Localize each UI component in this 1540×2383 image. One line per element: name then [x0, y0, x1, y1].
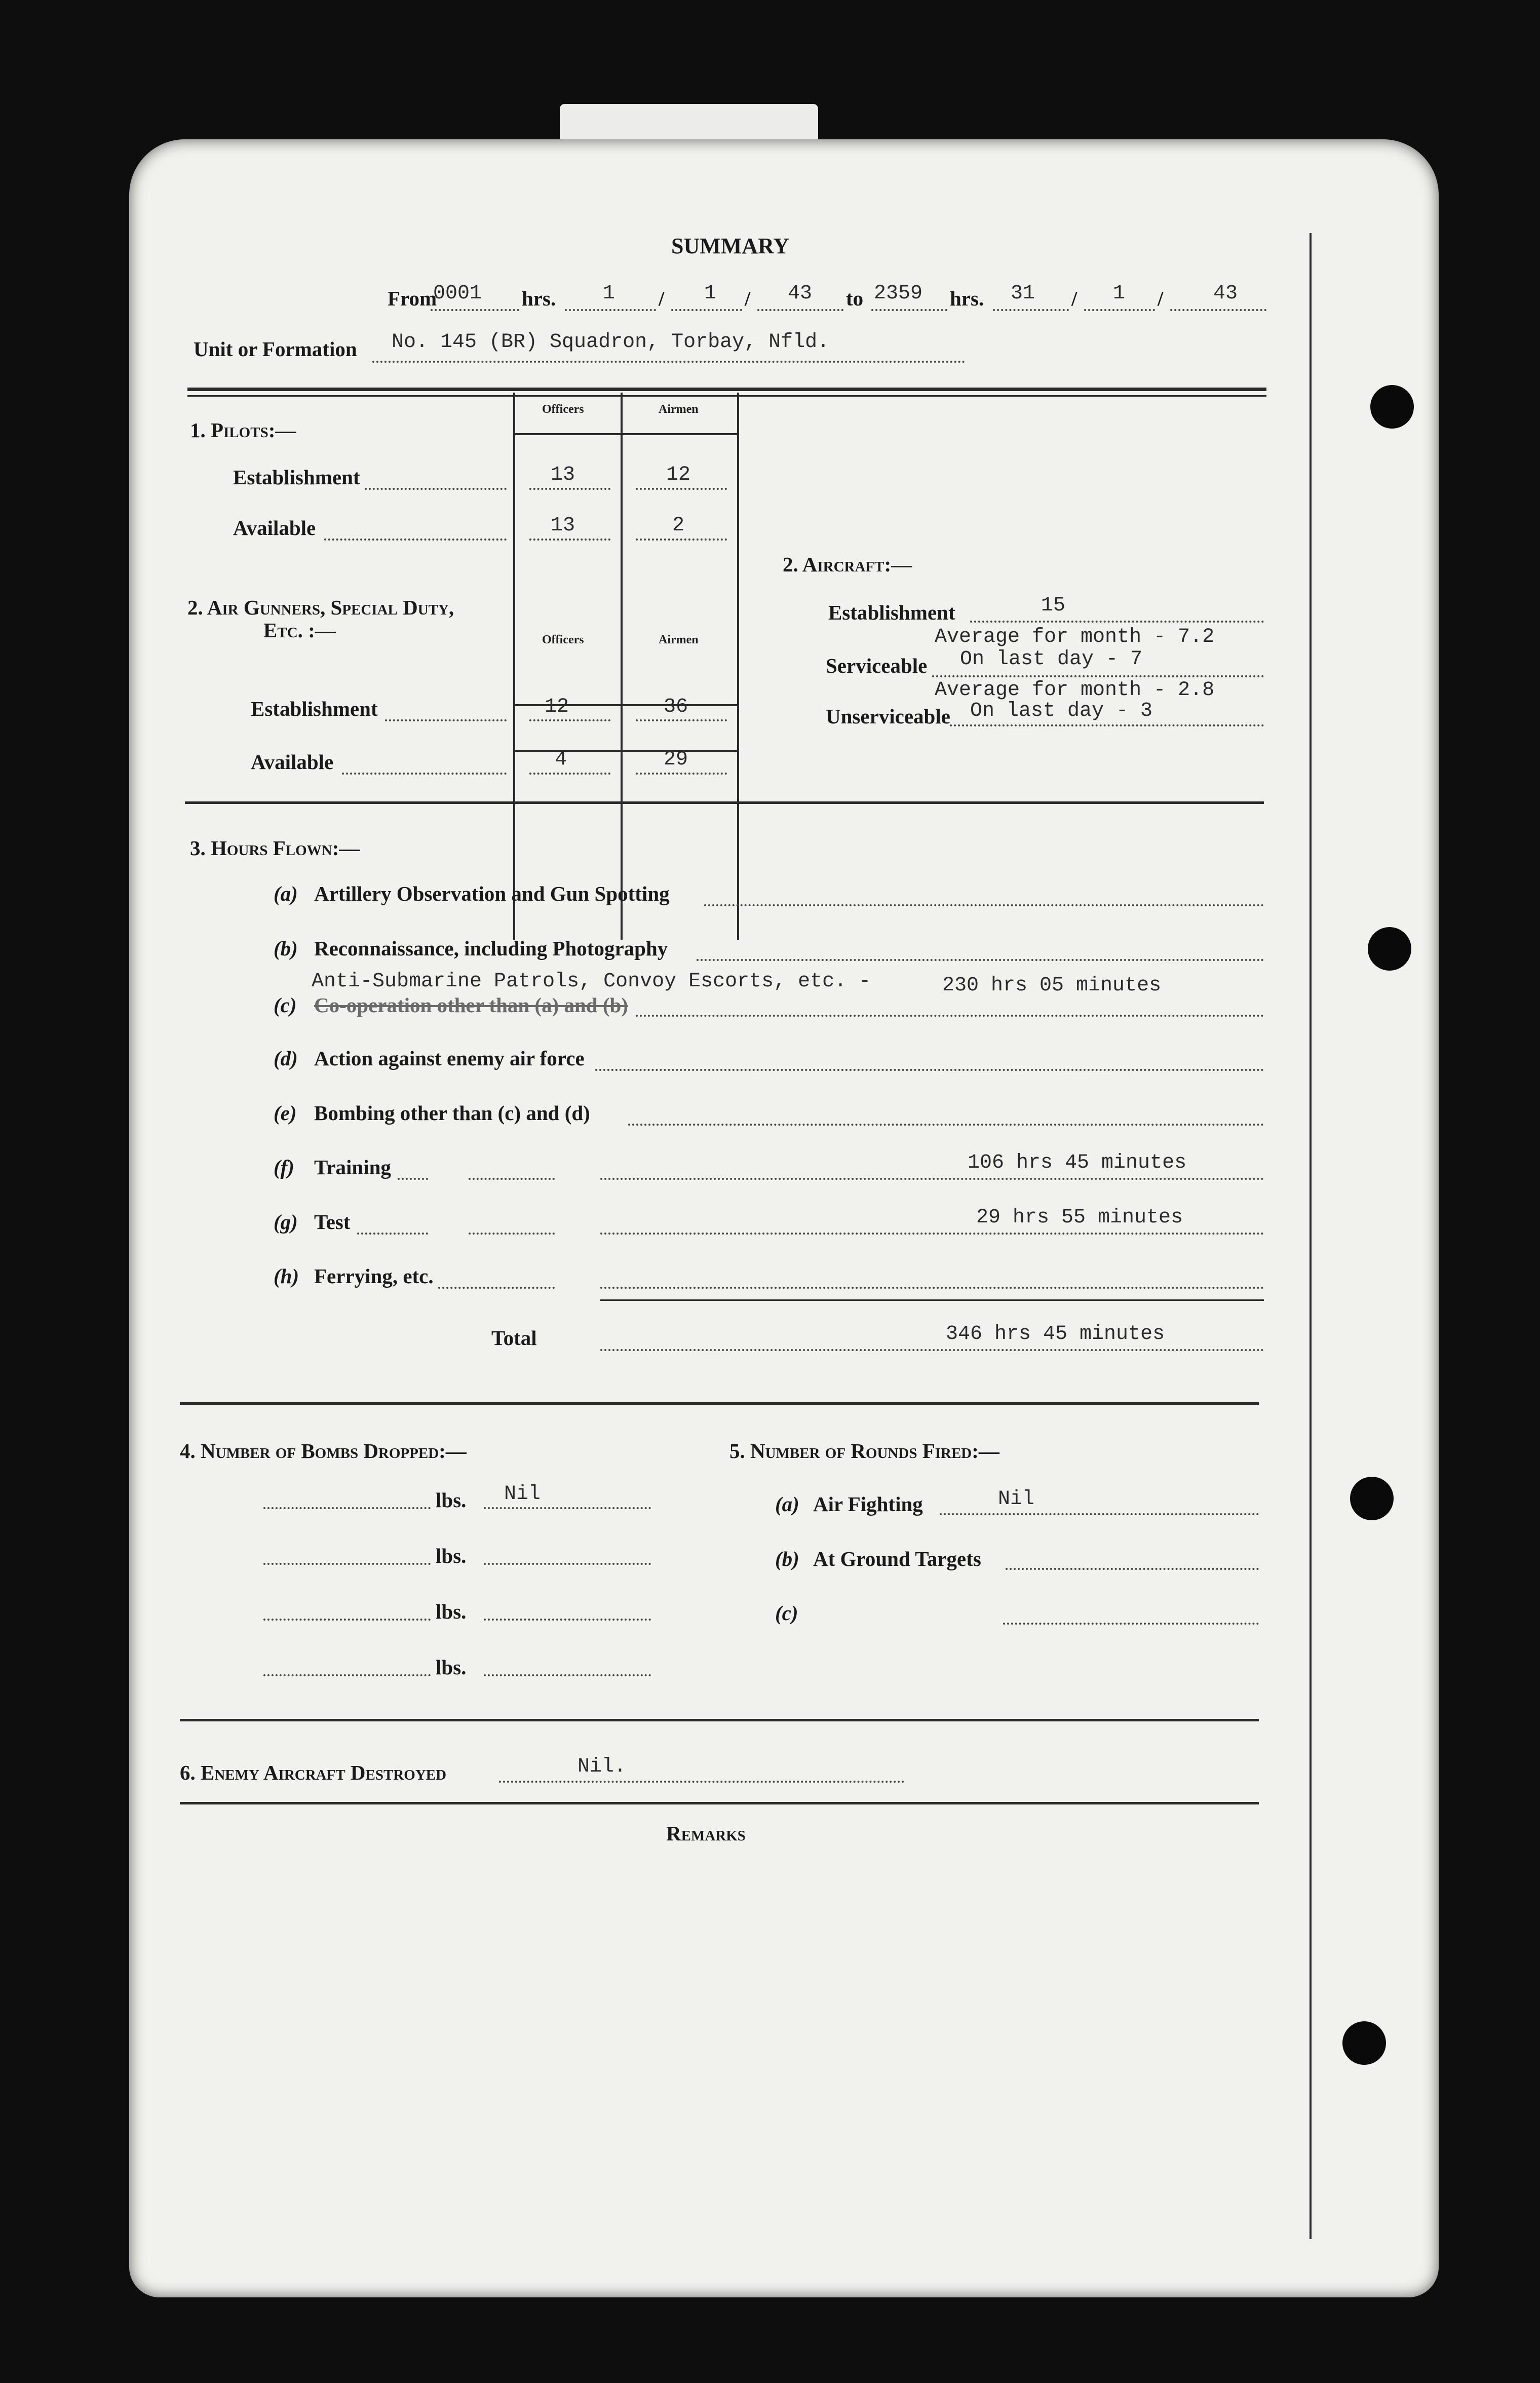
binder-hole: [1370, 385, 1414, 429]
hours-g-text: Test: [314, 1210, 351, 1234]
slash: /: [659, 287, 665, 310]
gunners-available-airmen: 29: [664, 748, 688, 771]
pilots-header-rule: [513, 433, 739, 435]
section-rule-3: [180, 1719, 1259, 1721]
from-year: 43: [788, 282, 813, 305]
hours-e-label: (e): [274, 1101, 297, 1125]
to-label: to: [846, 287, 864, 310]
gunners-col-officers: Officers: [542, 633, 584, 646]
hours-total-value: 346 hrs 45 minutes: [946, 1323, 1165, 1346]
unit-label: Unit or Formation: [194, 337, 357, 361]
remarks-heading: Remarks: [666, 1822, 746, 1845]
hours-a-label: (a): [274, 882, 298, 905]
unit-value: No. 145 (BR) Squadron, Torbay, Nfld.: [392, 331, 830, 354]
grid-vline-3: [737, 393, 739, 940]
pilots-establishment-airmen: 12: [666, 464, 691, 486]
hours-b-label: (b): [274, 937, 298, 960]
hours-total-label: Total: [491, 1326, 537, 1350]
hours-f-text: Training: [314, 1156, 391, 1179]
rounds-b-label: (b): [775, 1547, 799, 1570]
grid-vline-2: [621, 393, 623, 940]
gunners-establishment-label: Establishment: [251, 697, 378, 720]
pilots-col-officers: Officers: [542, 403, 584, 416]
to-time: 2359: [874, 282, 923, 305]
unserviceable-label: Unserviceable: [826, 705, 950, 728]
hours-c-value: 230 hrs 05 minutes: [942, 974, 1162, 997]
section-rule-1: [185, 801, 1264, 804]
binder-hole: [1368, 927, 1411, 971]
gunners-heading-line1: 2. Air Gunners, Special Duty,: [187, 596, 454, 619]
hours-h-label: (h): [274, 1264, 299, 1288]
double-rule-top: [187, 388, 1266, 391]
right-margin-rule: [1310, 233, 1312, 2239]
slash: /: [1071, 287, 1077, 310]
hours-sum-rule: [600, 1299, 1264, 1301]
hours-g-label: (g): [274, 1210, 298, 1234]
gunners-available-officers: 4: [555, 748, 567, 771]
from-month: 1: [704, 282, 717, 305]
hours-c-text-struck: Co-operation other than (a) and (b): [314, 993, 628, 1017]
pilots-available-airmen: 2: [672, 514, 685, 537]
summary-form: [129, 139, 1439, 2297]
hours-g-value: 29 hrs 55 minutes: [976, 1206, 1183, 1229]
unserviceable-average: Average for month - 2.8: [935, 679, 1215, 702]
hours-heading: 3. Hours Flown:—: [190, 836, 360, 860]
enemy-value: Nil.: [578, 1755, 627, 1778]
unserviceable-last-day: On last day - 3: [970, 700, 1153, 722]
gunners-establishment-airmen: 36: [664, 696, 688, 718]
gunners-header-rule: [513, 750, 739, 752]
to-month: 1: [1113, 282, 1126, 305]
rounds-a-label: (a): [775, 1492, 799, 1516]
enemy-label: 6. Enemy Aircraft Destroyed: [180, 1761, 447, 1784]
bombs-heading: 4. Number of Bombs Dropped:—: [180, 1439, 467, 1463]
pilots-establishment-officers: 13: [551, 464, 575, 486]
hours-c-label: (c): [274, 993, 297, 1017]
aircraft-establishment-label: Establishment: [828, 601, 955, 624]
serviceable-average: Average for month - 7.2: [935, 626, 1215, 648]
gunners-heading-line2: Etc. :—: [263, 619, 336, 642]
gunners-establishment-officers: 12: [545, 696, 569, 718]
aircraft-establishment-value: 15: [1041, 594, 1066, 617]
from-time: 0001: [433, 282, 482, 305]
hours-d-label: (d): [274, 1047, 298, 1070]
rounds-a-text: Air Fighting: [813, 1492, 923, 1516]
slash: /: [1158, 287, 1164, 310]
slash: /: [745, 287, 751, 310]
to-year: 43: [1213, 282, 1238, 305]
binder-hole: [1342, 2021, 1386, 2065]
hours-e-text: Bombing other than (c) and (d): [314, 1101, 590, 1125]
hours-f-value: 106 hrs 45 minutes: [968, 1151, 1187, 1174]
grid-vline-1: [513, 393, 515, 940]
pilots-col-airmen: Airmen: [659, 403, 699, 416]
hours-h-text: Ferrying, etc.: [314, 1264, 434, 1288]
bombs-row2-unit: lbs.: [436, 1544, 467, 1567]
serviceable-label: Serviceable: [826, 654, 928, 677]
rounds-heading: 5. Number of Rounds Fired:—: [729, 1439, 999, 1463]
bombs-row1-value: Nil: [504, 1483, 541, 1506]
pilots-available-officers: 13: [551, 514, 575, 537]
gunners-col-airmen: Airmen: [659, 633, 699, 646]
pilots-establishment-label: Establishment: [233, 466, 360, 489]
from-day: 1: [603, 282, 615, 305]
to-day: 31: [1011, 282, 1035, 305]
hours-b-text: Reconnaissance, including Photography: [314, 937, 668, 960]
pilots-available-label: Available: [233, 516, 316, 540]
rounds-a-value: Nil: [998, 1488, 1035, 1511]
form-title: SUMMARY: [671, 234, 790, 258]
section-rule-2: [180, 1402, 1259, 1405]
serviceable-last-day: On last day - 7: [960, 648, 1143, 671]
section-rule-4: [180, 1802, 1259, 1804]
aircraft-heading: 2. Aircraft:—: [783, 553, 912, 576]
hours-f-label: (f): [274, 1156, 294, 1179]
from-label: From: [388, 287, 437, 310]
rounds-c-label: (c): [775, 1601, 798, 1625]
hours-d-text: Action against enemy air force: [314, 1047, 585, 1070]
bombs-row4-unit: lbs.: [436, 1656, 467, 1679]
gunners-available-label: Available: [251, 750, 334, 774]
bombs-row3-unit: lbs.: [436, 1600, 467, 1623]
binder-hole: [1350, 1477, 1394, 1520]
hours-c-typed: Anti-Submarine Patrols, Convoy Escorts, etc. -: [312, 970, 871, 993]
double-rule-bottom: [187, 395, 1266, 397]
hrs-label-2: hrs.: [950, 287, 984, 310]
bombs-row1-unit: lbs.: [436, 1488, 467, 1512]
hrs-label-1: hrs.: [522, 287, 556, 310]
rounds-b-text: At Ground Targets: [813, 1547, 981, 1570]
pilots-heading: 1. Pilots:—: [190, 418, 296, 442]
hours-a-text: Artillery Observation and Gun Spotting: [314, 882, 670, 905]
